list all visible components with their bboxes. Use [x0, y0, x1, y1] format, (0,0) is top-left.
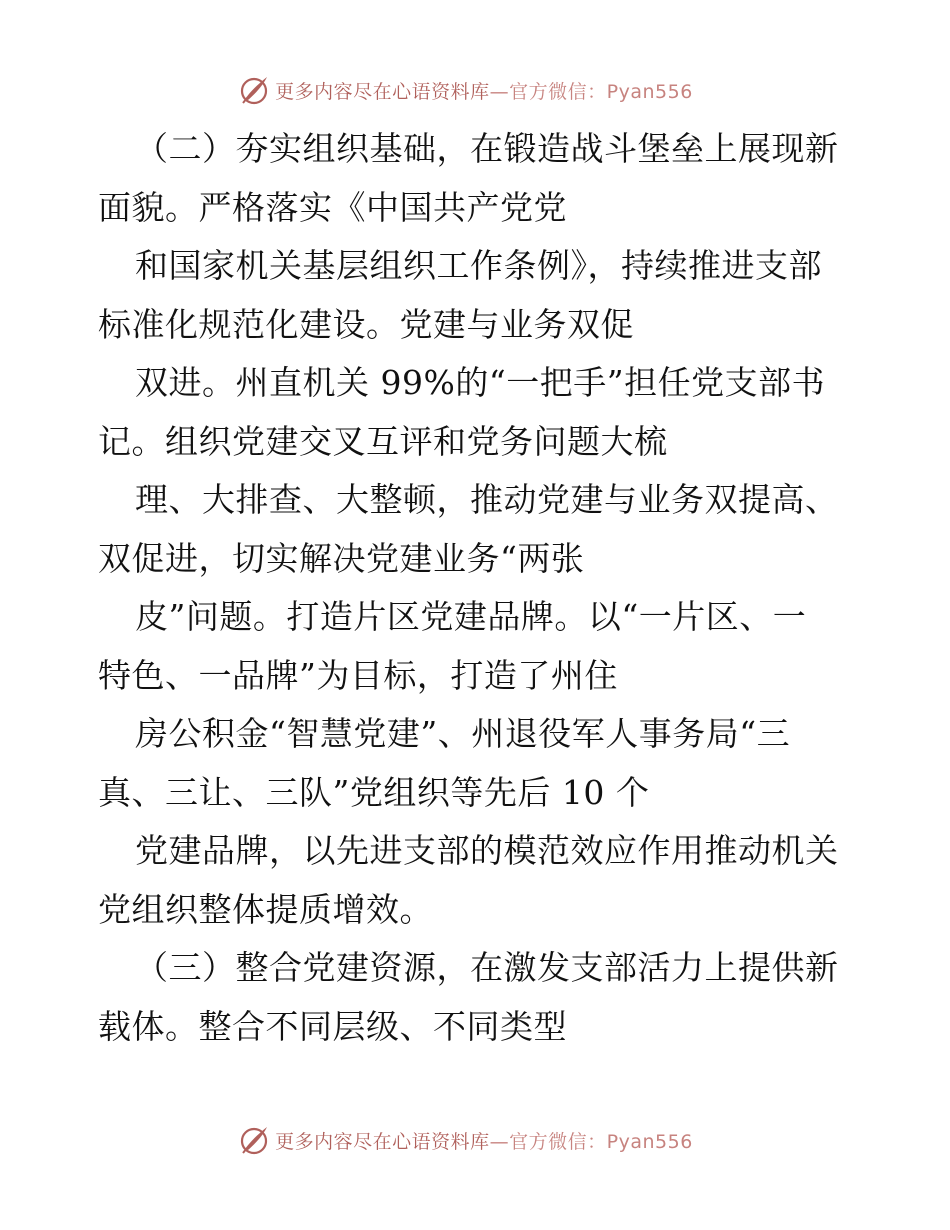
text-line: 党组织整体提质增效。 — [98, 889, 433, 929]
text-line: 和国家机关基层组织工作条例》，持续推进支部 — [135, 246, 822, 285]
header-watermark — [0, 70, 950, 110]
text-line: 党建品牌，以先进支部的模范效应作用推动机关 — [135, 831, 839, 870]
watermark-text: 更多内容尽在心语资料库—官方微信：Pyan556 — [275, 1130, 693, 1153]
watermark-text: 更多内容尽在心语资料库—官方微信：Pyan556 — [275, 80, 693, 103]
document-body — [98, 120, 868, 1056]
text-line: 特色、一品牌”为目标，打造了州住 — [98, 655, 618, 695]
text-line: 房公积金“智慧党建”、州退役军人事务局“三 — [135, 714, 791, 753]
text-line: 理、大排查、大整顿，推动党建与业务双提高、 — [135, 480, 839, 519]
quill-logo-icon — [237, 1123, 271, 1157]
quill-logo-icon — [237, 73, 271, 107]
text-line: 真、三让、三队”党组织等先后 10 个 — [98, 772, 650, 812]
footer-watermark — [0, 1120, 950, 1160]
text-line: 双促进，切实解决党建业务“两张 — [98, 538, 585, 578]
text-line: 标准化规范化建设。党建与业务双促 — [98, 304, 634, 344]
text-line: 载体。整合不同层级、不同类型 — [98, 1006, 567, 1046]
watermark-group — [237, 1123, 693, 1157]
text-line: 记。组织党建交叉互评和党务问题大梳 — [98, 421, 668, 461]
text-line: （三）整合党建资源，在激发支部活力上提供新 — [135, 948, 839, 987]
text-line: 面貌。严格落实《中国共产党党 — [98, 187, 567, 227]
text-line: 皮”问题。打造片区党建品牌。以“一片区、一 — [135, 597, 807, 636]
text-line: 双进。州直机关 99%的“一把手”担任党支部书 — [135, 363, 826, 402]
text-line: （二）夯实组织基础，在锻造战斗堡垒上展现新 — [135, 129, 839, 168]
watermark-group — [237, 73, 693, 107]
